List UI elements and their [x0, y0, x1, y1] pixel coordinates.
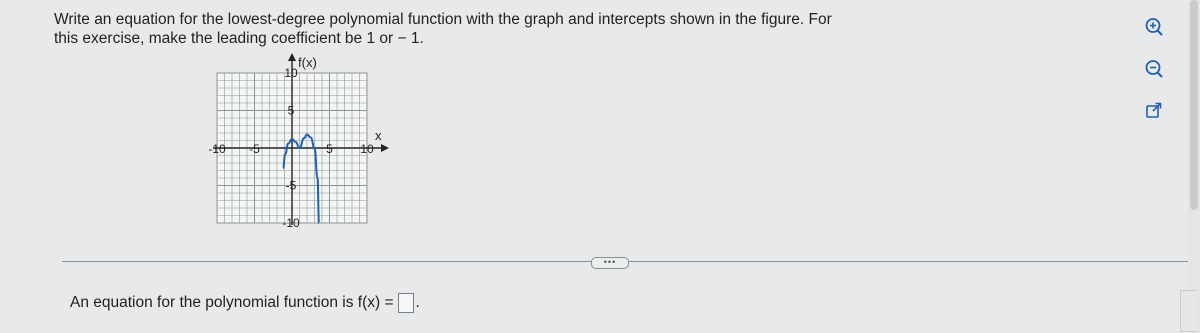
scrollbar-thumb[interactable]	[1190, 0, 1198, 210]
x-axis-label: x	[375, 128, 382, 143]
x-tick-label: -10	[208, 142, 226, 156]
answer-suffix: .	[415, 294, 420, 311]
y-tick-label: -10	[282, 216, 300, 230]
section-divider	[62, 261, 1196, 262]
more-options-button[interactable]: •••	[591, 257, 629, 269]
x-tick-label: 5	[326, 142, 333, 156]
y-axis-label: f(x)	[298, 55, 317, 70]
side-panel-edge	[1180, 290, 1197, 332]
x-tick-label: -5	[249, 142, 260, 156]
external-link-icon[interactable]	[1143, 100, 1165, 122]
answer-input[interactable]	[398, 293, 414, 313]
scrollbar[interactable]	[1188, 0, 1200, 333]
y-tick-label: 10	[284, 66, 298, 80]
y-axis-arrow	[288, 53, 296, 61]
graph-toolbar	[1143, 16, 1173, 142]
zoom-out-icon[interactable]	[1143, 58, 1165, 80]
answer-prompt: An equation for the polynomial function is f(x) =	[70, 294, 394, 311]
zoom-in-icon[interactable]	[1143, 16, 1165, 38]
function-graph	[195, 10, 1140, 240]
question-line-1: Write an equation for the lowest-degree polynomial function with the graph and intercepts shown in the figure. For	[54, 11, 832, 28]
graph-canvas	[195, 10, 1140, 240]
question-line-2: this exercise, make the leading coefficient be 1 or − 1.	[54, 30, 424, 47]
y-tick-label: 5	[287, 103, 295, 118]
y-tick-label: -5	[285, 178, 297, 193]
x-tick-label: 10	[360, 142, 374, 156]
answer-row	[70, 293, 420, 313]
x-axis-arrow	[381, 144, 389, 152]
